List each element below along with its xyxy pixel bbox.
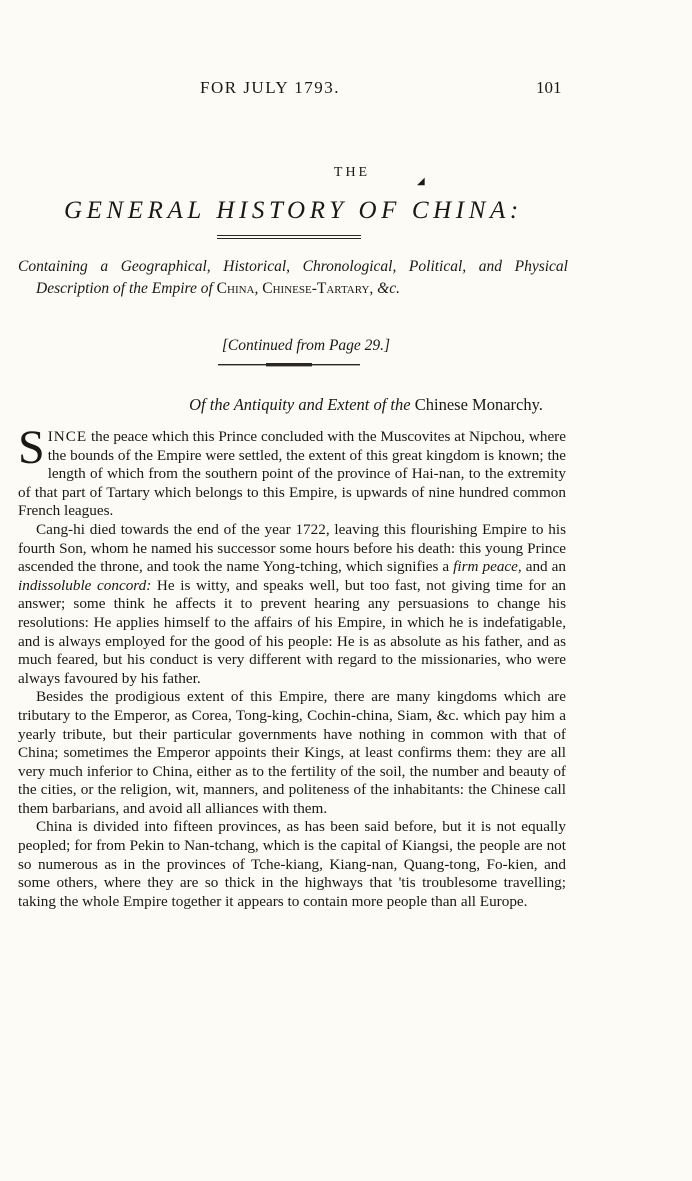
title-rule xyxy=(217,235,361,236)
subtitle-comma: , xyxy=(254,280,263,297)
paragraph xyxy=(18,521,566,688)
subtitle-part: Containing a Geographical, Historical, Chronological, Political, and Physical Description of the Empire of xyxy=(18,258,568,297)
paragraph: China is divided into fifteen provinces, as has been said before, but it is not equally peopled; for from Pekin to Nan-tchang, which is the capital of Kiangsi, the people are not so numerous as in the provinces of Tche-kiang, Kiang-nan, Quang-tong, Fo-kien, and some others, where they are so thick in the highways that 'tis troublesome travelling; taking the whole Empire together it appears to contain more people than all Europe. xyxy=(18,818,566,910)
drop-cap: S xyxy=(18,421,45,474)
subtitle-text xyxy=(18,256,568,300)
ornament-rule xyxy=(218,363,360,367)
continued-note: [Continued from Page 29.] xyxy=(221,337,391,354)
first-word: INCE xyxy=(47,428,88,445)
running-head xyxy=(0,78,692,102)
section-heading-roman: Chinese Monarchy. xyxy=(410,395,543,414)
paragraph-text: the peace which this Prince concluded with the Muscovites at Nipchou, where the bounds of the Empire were settled, the extent of this great kingdom is known; the length of which from the southern point of the province of Hai-nan, to the extremity of that part of Tartary which belongs to this Empire, is upwards of nine hundred common French leagues. xyxy=(18,428,566,520)
subtitle-end: , &c. xyxy=(369,280,400,297)
italic-phrase: firm peace, xyxy=(453,558,522,576)
title-rule xyxy=(217,238,361,239)
section-heading-italic: Of the Antiquity and Extent of the xyxy=(189,395,411,414)
paragraph-text: He is witty, and speaks well, but too fast, not giving time for an answer; some think he affects it to prevent hearing any persuasions to change his resolutions: He applies himself to the affairs of his Empire, in which he is indefatigable, and is always employed for the good of his people: He is as absolute as his father, and as much feared, but his conduct is very different with regard to the missionaries, who were always favoured by his father. xyxy=(18,576,567,687)
running-title: FOR JULY 1793. xyxy=(200,78,341,97)
paragraph-text: Cang-hi died towards the end of the year 1722, leaving this flourishing Empire to his fourth Son, whom he named his successor some hours before his death: this young Prince ascended the throne, and took the name Yong-tching, which signifies a xyxy=(18,520,566,576)
ink-mark: ◢ xyxy=(417,176,425,187)
body-text xyxy=(18,421,567,911)
subtitle-tartary: Chinese-Tartary xyxy=(262,280,370,297)
page-number: 101 xyxy=(536,78,562,97)
heading-the: THE xyxy=(333,165,371,180)
paragraph: Besides the prodigious extent of this Empire, there are many kingdoms which are tributary to the Emperor, as Corea, Tong-king, Cochin-china, Siam, &c. which pay him a yearly tribute, but their particular governments have nothing in common with that of China; sometimes the Emperor appoints their Kings, at least confirms them: they are all very much inferior to China, either as to the fertility of the soil, the number and beauty of the cities, or the religion, wit, manners, and politeness of the inhabitants: the Chinese call them barbarians, and avoid all alliances with them. xyxy=(18,688,566,817)
subtitle xyxy=(18,256,568,300)
paragraph-text: and an xyxy=(521,558,566,576)
subtitle-china: China xyxy=(216,280,255,297)
italic-phrase: indissoluble concord: xyxy=(18,576,152,594)
main-title: GENERAL HISTORY OF CHINA: xyxy=(64,197,523,224)
section-heading xyxy=(0,395,692,415)
paragraph xyxy=(18,421,566,521)
